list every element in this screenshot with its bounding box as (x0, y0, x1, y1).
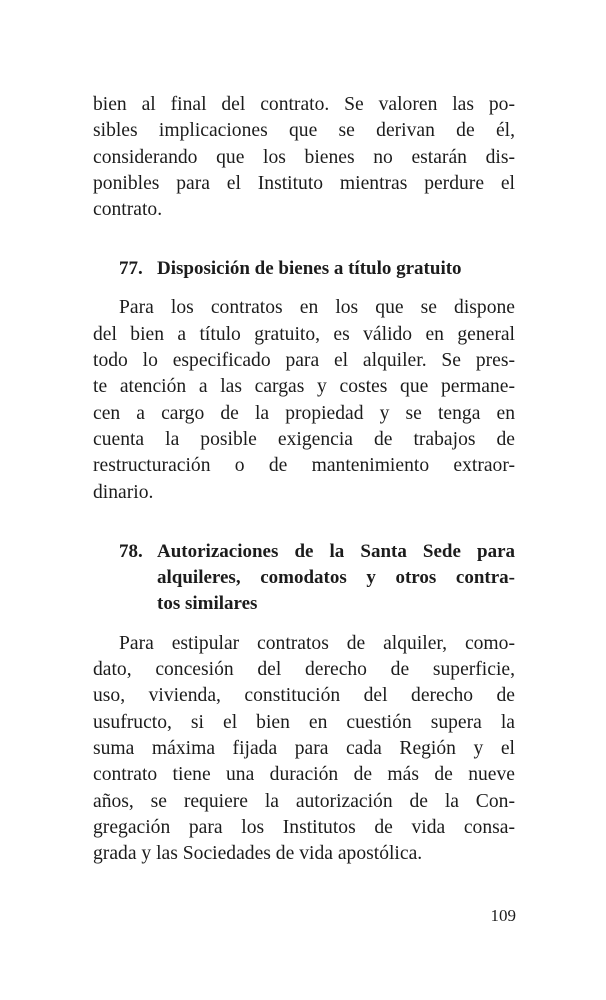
text-line: te atención a las cargas y costes que permane- (93, 376, 515, 398)
text-line: contrato. (93, 199, 163, 221)
text-line: sibles implicaciones que se derivan de él, (93, 120, 515, 142)
text-line: todo lo especificado para el alquiler. Se pres- (93, 350, 515, 372)
section-78-title-line: Autorizaciones de la Santa Sede para (157, 540, 515, 562)
text-line: ponibles para el Instituto mientras perdure el (93, 172, 515, 194)
page-number: 109 (490, 906, 516, 925)
text-line: del bien a título gratuito, es válido en general (93, 323, 515, 345)
text-line: bien al final del contrato. Se valoren las po- (93, 94, 515, 115)
section-77-number: 77. (119, 258, 143, 280)
section-78-body (93, 631, 515, 868)
text-line: cuenta la posible exigencia de trabajos de (93, 428, 515, 450)
section-77-body (93, 295, 515, 505)
text-line: grada y las Sociedades de vida apostólica. (93, 843, 423, 865)
text-line: dinario. (93, 481, 154, 503)
section-77-title: Disposición de bienes a título gratuito (157, 258, 462, 280)
section-78-heading (93, 539, 515, 617)
text-line: suma máxima fijada para cada Región y el (93, 738, 515, 760)
text-line: años, se requiere la autorización de la Con- (93, 790, 515, 812)
intro-paragraph (93, 92, 515, 223)
page-text-block (93, 92, 515, 868)
text-line: considerando que los bienes no estarán dis- (93, 146, 515, 168)
text-line: dato, concesión del derecho de superficie, (93, 659, 515, 681)
section-78-number: 78. (119, 540, 143, 562)
text-line: gregación para los Institutos de vida consa- (93, 816, 515, 838)
section-78-title-line: tos similares (157, 592, 258, 614)
text-line: uso, vivienda, constitución del derecho de (93, 685, 515, 707)
text-line: Para los contratos en los que se dispone (119, 297, 515, 319)
text-line: restructuración o de mantenimiento extraor- (93, 455, 515, 477)
section-78-title-line: alquileres, comodatos y otros contra- (157, 566, 515, 588)
text-line: cen a cargo de la propiedad y se tenga en (93, 402, 515, 424)
section-77-heading (93, 256, 515, 282)
text-line: usufructo, si el bien en cuestión supera la (93, 711, 515, 733)
text-line: contrato tiene una duración de más de nueve (93, 764, 515, 786)
text-line: Para estipular contratos de alquiler, como- (119, 632, 515, 654)
